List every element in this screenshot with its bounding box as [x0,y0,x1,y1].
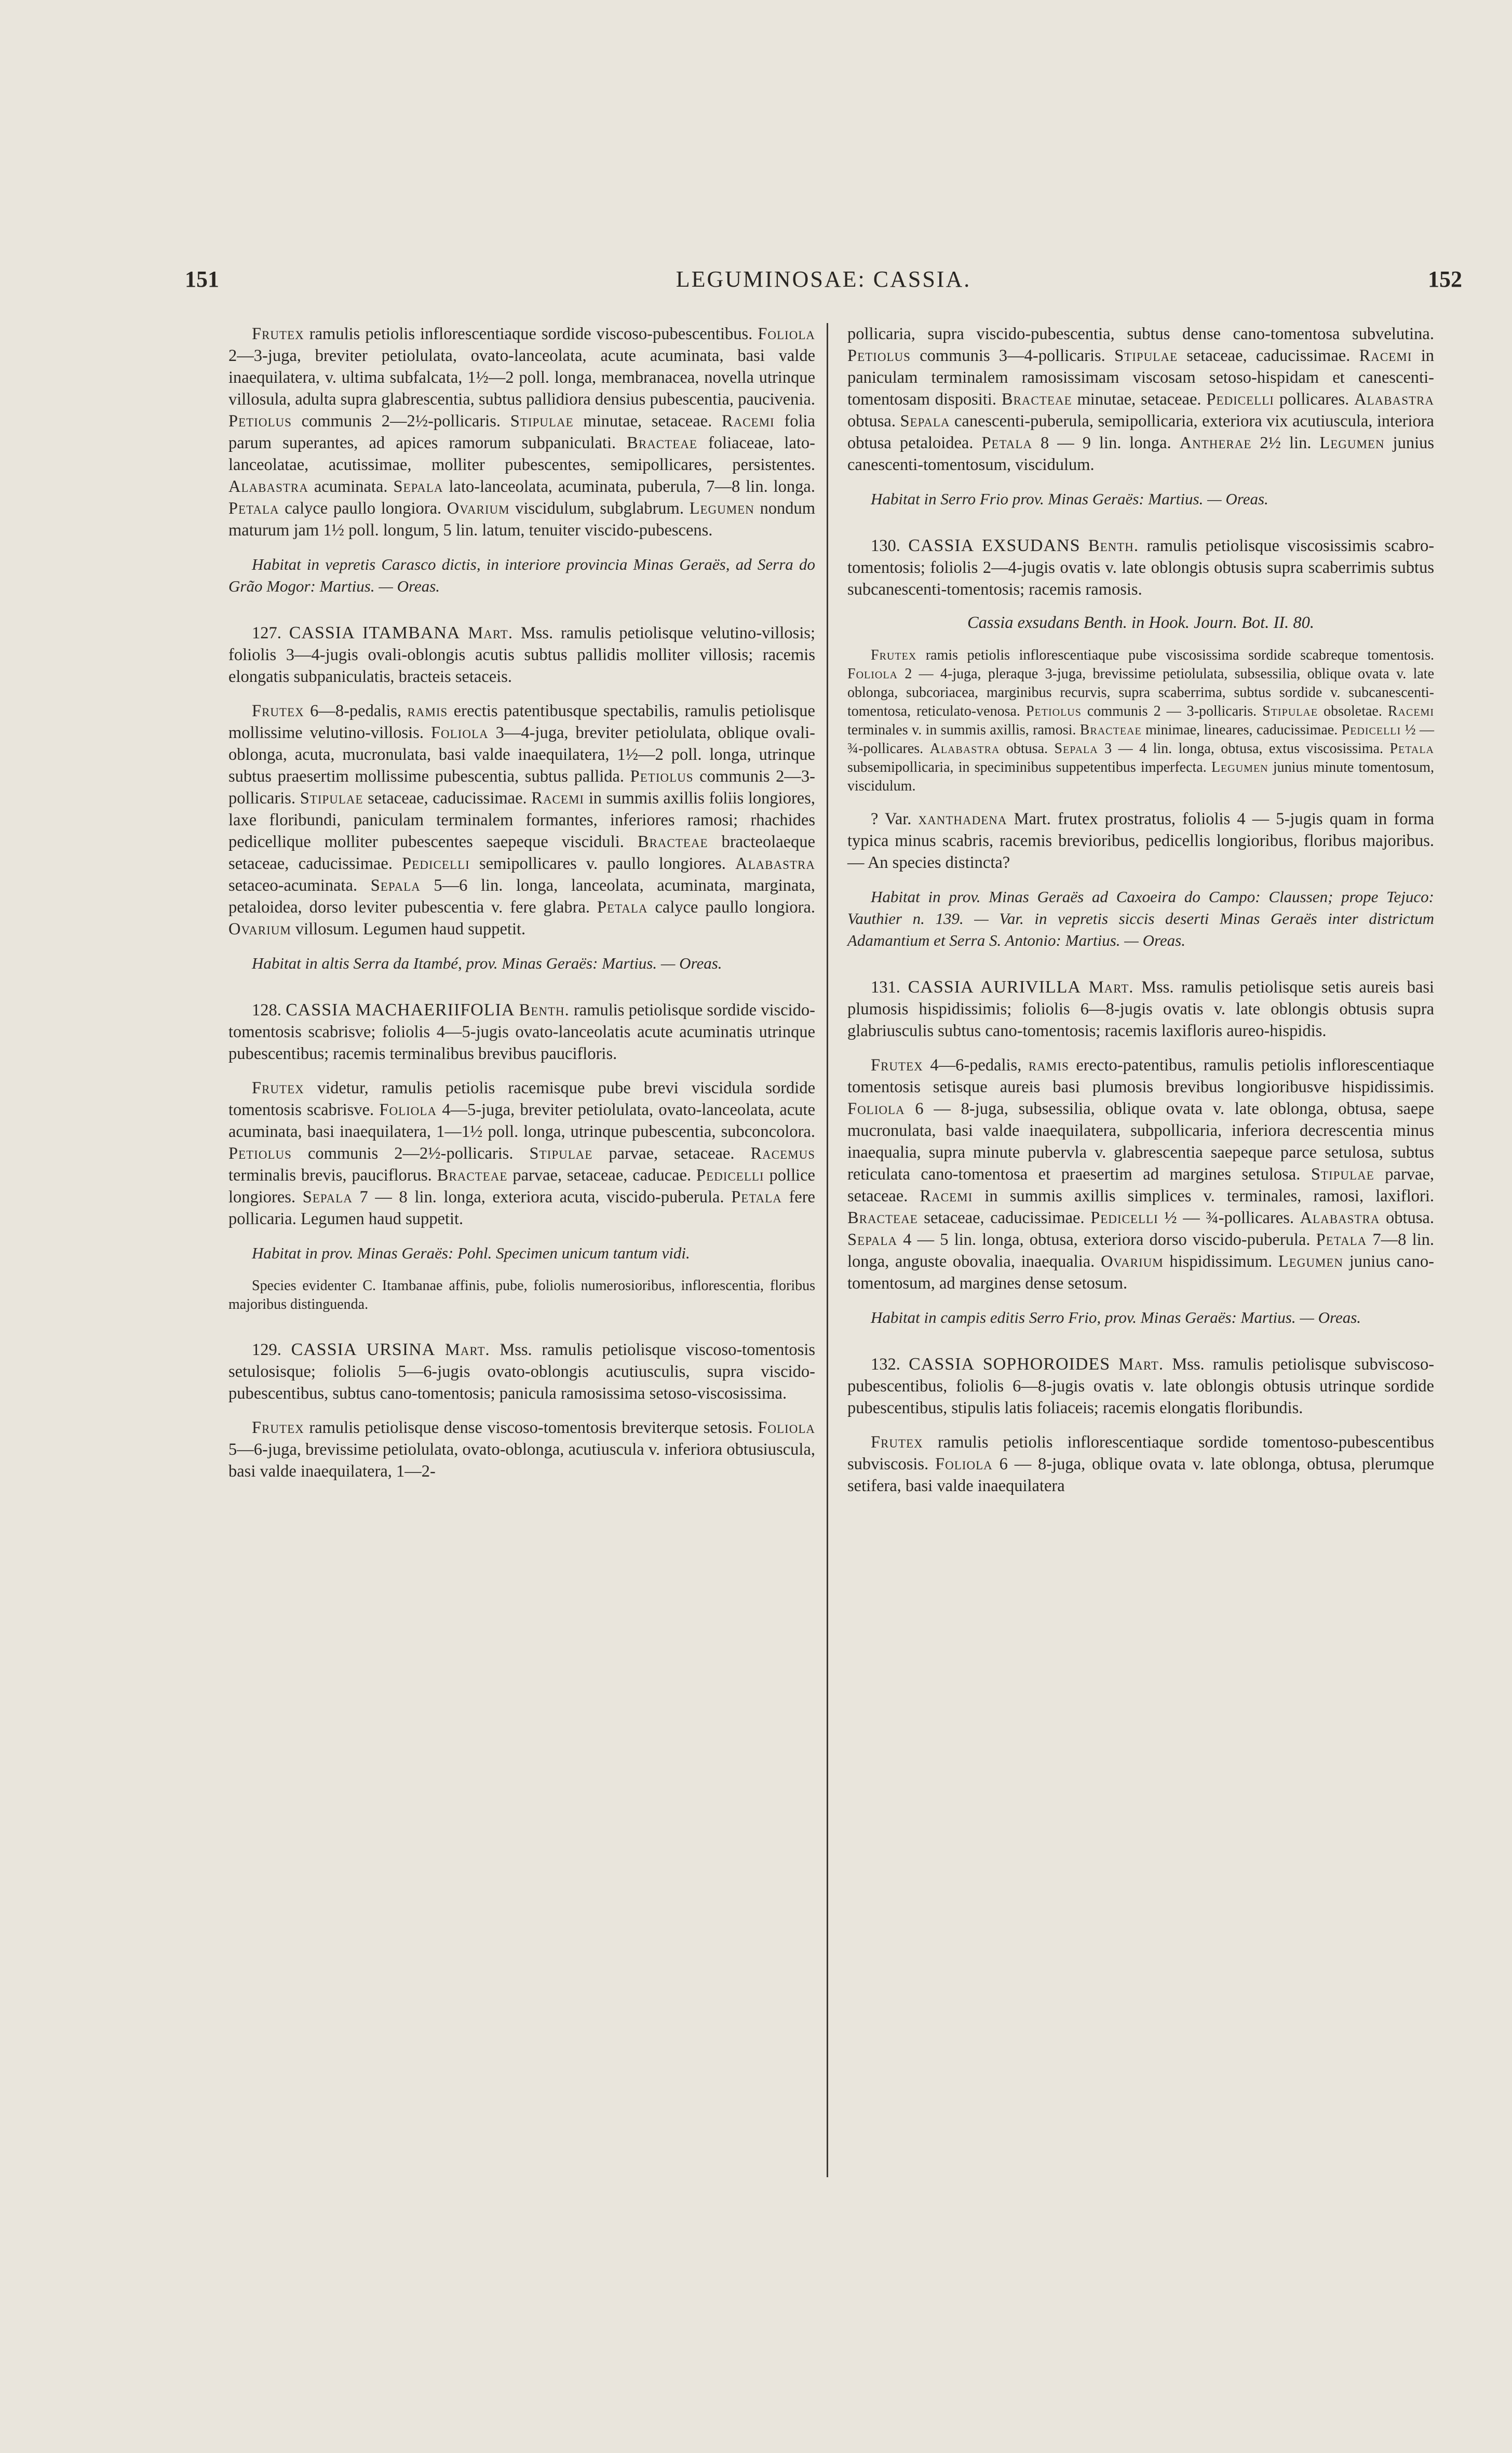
variety-note: ? Var. xanthadena Mart. frutex prostratus, foliolis 4 — 5-jugis quam in forma typica minus scabris, racemis brevioribus, pedicellis longioribus, floribus majoribus. — An species distincta? [847,810,1434,872]
page-number-right: 152 [1428,266,1462,292]
left-column [228,323,815,1482]
species-heading-131: 131. CASSIA AURIVILLA Mart. Mss. ramulis petiolisque setis aureis basi plumosis hispidissimis; foliolis 6—8-jugis ovatis v. late oblongis obtusis supra glabriusculis subtus cano-tomentosis; racemis laxifloris aureo-hispidis. [847,977,1435,1040]
habitat-note: Habitat in Serro Frio prov. Minas Geraës: Martius. — Oreas. [871,490,1268,508]
species-heading-128: 128. CASSIA MACHAERIIFOLIA Benth. ramulis petiolisque sordide viscido-tomentosis scabrisve; foliolis 4—5-jugis ovato-lanceolatis acute acuminatis utrinque pubescentibus; racemis terminalibus brevibus paucifloris. [228,1000,815,1063]
reference-citation: Cassia exsudans Benth. in Hook. Journ. Bot. II. 80. [967,613,1314,632]
species-note: Species evidenter C. Itambanae affinis, pube, foliolis numerosioribus, inflorescentia, floribus majoribus distinguenda. [228,1278,815,1312]
running-head: LEGUMINOSAE: CASSIA. [676,266,971,292]
paragraph-description: Frutex ramulis petiolis inflorescentiaque sordide viscoso-pubescentibus. Foliola 2—3-juga, breviter petiolulata, ovato-lanceolata, acute acuminata, basi valde inaequilatera, v. ultima subfalcata, 1½—2 poll. longa, membranacea, novella utrinque villosula, adulta supra glabrescentia, subtus pallidiora densius pubescentia, paucivenia. Petiolus communis 2—2½-pollicaris. Stipulae minutae, setaceae. Racemi folia parum superantes, ad apices ramorum subpaniculati. Bracteae foliaceae, lato-lanceolatae, acutissimae, molliter pubescentes, semipollicares, persistentes. Alabastra acuminata. Sepala lato-lanceolata, acuminata, puberula, 7—8 lin. longa. Petala calyce paullo longiora. Ovarium viscidulum, subglabrum. Legumen nondum maturum jam 1½ poll. longum, 5 lin. latum, tenuiter viscido-pubescens. [228,325,815,540]
habitat-note: Habitat in prov. Minas Geraës: Pohl. Specimen unicum tantum vidi. [252,1244,690,1262]
page-number-left: 151 [185,266,219,292]
column-divider [827,323,828,2177]
species-description-130: Frutex ramis petiolis inflorescentiaque pube viscosissima sordide scabreque tomentosis. Foliola 2 — 4-juga, pleraque 3-juga, brevissime petiolulata, subsessilia, oblique ovata v. late oblonga, subcoriacea, marginibus recurvis, supra scaberrima, subtus sordide v. subcanescenti-tomentosa, reticulato-venosa. Petiolus communis 2 — 3-pollicaris. Stipulae obsoletae. Racemi terminales v. in summis axillis, ramosi. Bracteae minimae, lineares, caducissimae. Pedicelli ½ — ¾-pollicares. Alabastra obtusa. Sepala 3 — 4 lin. longa, obtusa, extus viscosissima. Petala subsemipollicaria, in speciminibus suppetentibus imperfecta. Legumen junius minute tomentosum, viscidulum. [847,647,1434,794]
species-heading-127: 127. CASSIA ITAMBANA Mart. Mss. ramulis petiolisque velutino-villosis; foliolis 3—4-jugis ovali-oblongis acutis subtus pallidis molliter villosis; racemis elongatis subpaniculatis, bracteis setaceis. [228,623,816,686]
right-column [847,323,1434,1497]
page-header [185,266,1462,307]
species-description-131: Frutex 4—6-pedalis, ramis erecto-patentibus, ramulis petiolis inflorescentiaque tomentosis setisque aureis basi plumosis brevibus longioribusve hispidissimis. Foliola 6 — 8-juga, subsessilia, oblique ovata v. late oblonga, obtusa, saepe mucronulata, basi valde inaequilatera, subpollicaria, inferiora decrescentia minus inaequalia, supra minute pubervla v. glabrescentia saepeque parce setulosa, subtus reticulata cano-tomentosa et praesertim ad margines setulosa. Stipulae parvae, setaceae. Racemi in summis axillis simplices v. terminales, ramosi, laxiflori. Bracteae setaceae, caducissimae. Pedicelli ½ — ¾-pollicares. Alabastra obtusa. Sepala 4 — 5 lin. longa, obtusa, exteriora dorso viscido-puberula. Petala 7—8 lin. longa, anguste obovalia, inaequalia. Ovarium hispidissimum. Legumen junius cano-tomentosum, ad margines dense setosum. [847,1056,1435,1293]
species-description-132: Frutex ramulis petiolis inflorescentiaque sordide tomentoso-pubescentibus subviscosis. Foliola 6 — 8-juga, oblique ovata v. late oblonga, obtusa, plerumque setifera, basi valde inaequilatera [847,1433,1434,1495]
habitat-note: Habitat in campis editis Serro Frio, prov. Minas Geraës: Martius. — Oreas. [871,1308,1361,1326]
species-description-129: Frutex ramulis petiolisque dense viscoso-tomentosis breviterque setosis. Foliola 5—6-juga, brevissime petiolulata, ovato-oblonga, acutiuscula v. inferiora obtusiuscula, basi valde inaequilatera, 1—2- [228,1418,815,1481]
species-description-127: Frutex 6—8-pedalis, ramis erectis patentibusque spectabilis, ramulis petiolisque mollissime velutino-villosis. Foliola 3—4-juga, breviter petiolulata, oblique ovali-oblonga, acuta, mucronulata, basi valde inaequilatera, 1½—2 poll. longa, utrinque subtus praesertim mollissime pubescentia, subtus pallida. Petiolus communis 2—3-pollicaris. Stipulae setaceae, caducissimae. Racemi in summis axillis foliis longiores, laxe floribundi, paniculam terminalem formantes, inferiores ramosi; rhachides pedicellique molliter pubescentes saepeque visciduli. Bracteae bracteolaeque setaceae, caducissimae. Pedicelli semipollicares v. paullo longiores. Alabastra setaceo-acuminata. Sepala 5—6 lin. longa, lanceolata, acuminata, marginata, petaloidea, dorso leviter pubescentia v. fere glabra. Petala calyce paullo longiora. Ovarium villosum. Legumen haud suppetit. [228,702,815,939]
species-heading-130: 130. CASSIA EXSUDANS Benth. ramulis petiolisque viscosissimis scabro-tomentosis; foliolis 2—4-jugis ovatis v. late oblongis obtusis supra scaberrimis subtus subcanescenti-tomentosis; racemis ramosis. [847,536,1435,599]
habitat-note: Habitat in altis Serra da Itambé, prov. Minas Geraës: Martius. — Oreas. [252,954,722,972]
species-heading-129: 129. CASSIA URSINA Mart. Mss. ramulis petiolisque viscoso-tomentosis setulosisque; foliolis 5—6-jugis ovato-oblongis acutiusculis, supra viscido-pubescentibus, subtus cano-tomentosis; panicula ramosissima setoso-viscosissima. [228,1340,816,1403]
habitat-note: Habitat in prov. Minas Geraës ad Caxoeira do Campo: Claussen; prope Tejuco: Vauthier n. 139. — Var. in vepretis siccis deserti Minas Geraës inter districtum Adamantium et Serra S. Antonio: Martius. — Oreas. [847,888,1434,949]
habitat-note: Habitat in vepretis Carasco dictis, in interiore provincia Minas Geraës, ad Serra do Grão Mogor: Martius. — Oreas. [228,555,815,595]
species-heading-132: 132. CASSIA SOPHOROIDES Mart. Mss. ramulis petiolisque subviscoso-pubescentibus, foliolis 6—8-jugis ovatis v. late oblongis obtusis utrinque sordide pubescentibus, stipulis latis foliaceis; racemis elongatis floribundis. [847,1355,1435,1417]
species-description-128: Frutex videtur, ramulis petiolis racemisque pube brevi viscidula sordide tomentosis scabrisve. Foliola 4—5-juga, breviter petiolulata, ovato-lanceolata, acute acuminata, basi inaequilatera, 1—1½ poll. longa, utrinque pubescentia, subconcolora. Petiolus communis 2—2½-pollicaris. Stipulae parvae, setaceae. Racemus terminalis brevis, pauciflorus. Bracteae parvae, setaceae, caducae. Pedicelli pollice longiores. Sepala 7 — 8 lin. longa, exteriora acuta, viscido-puberula. Petala fere pollicaria. Legumen haud suppetit. [228,1079,815,1228]
paragraph-continuation: pollicaria, supra viscido-pubescentia, subtus dense cano-tomentosa subvelutina. Petiolus communis 3—4-pollicaris. Stipulae setaceae, caducissimae. Racemi in paniculam terminalem ramosissimam viscosam setoso-hispidam et canescenti-tomentosam dispositi. Bracteae minutae, setaceae. Pedicelli pollicares. Alabastra obtusa. Sepala canescenti-puberula, semipollicaria, exteriora vix acutiuscula, interiora obtusa petaloidea. Petala 8 — 9 lin. longa. Antherae 2½ lin. Legumen junius canescenti-tomentosum, viscidulum. [847,325,1434,474]
